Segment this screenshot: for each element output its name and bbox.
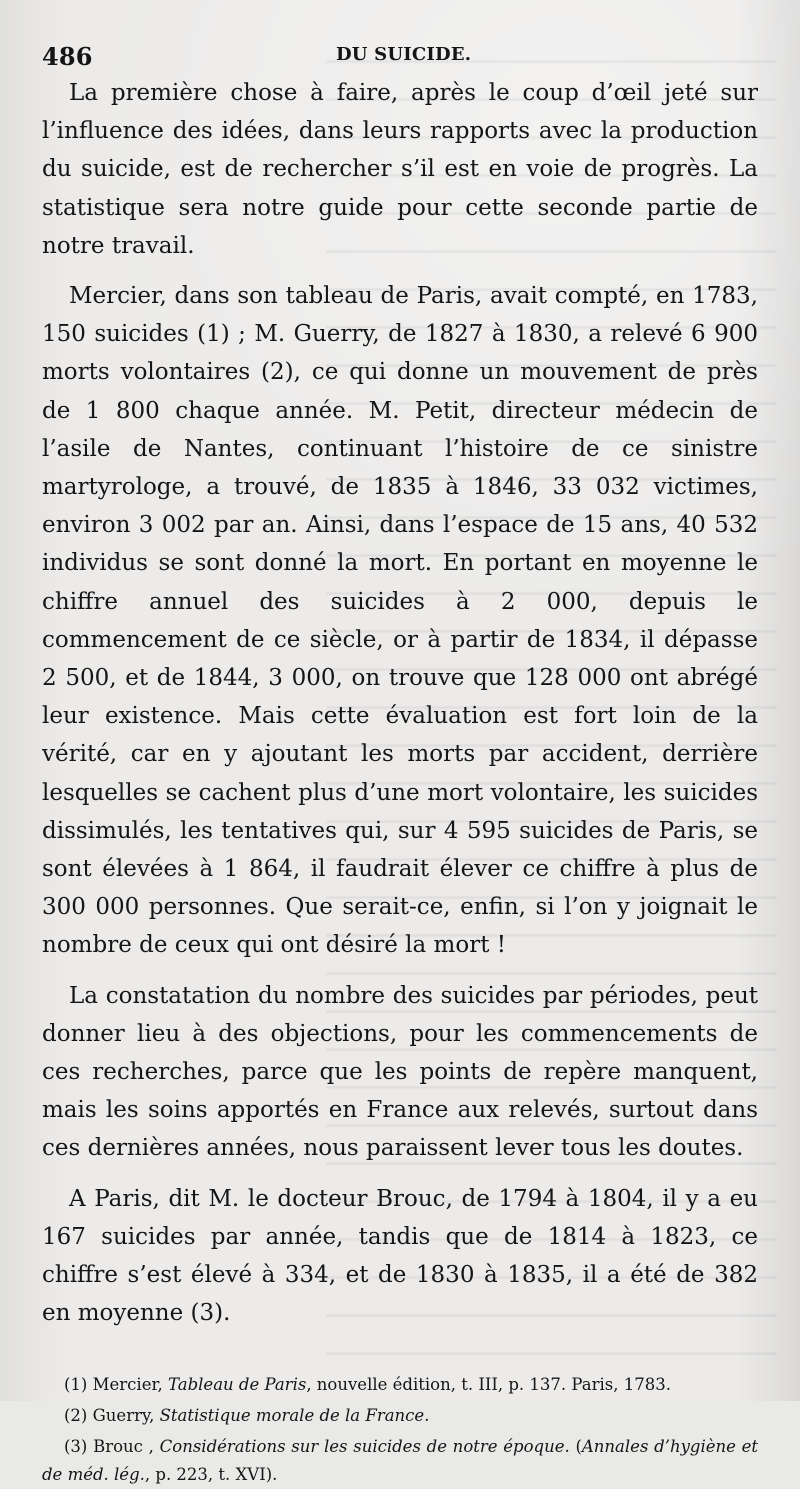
footnotes <box>42 1371 758 1489</box>
main-text <box>42 74 758 1333</box>
footnote-2 <box>42 1402 758 1430</box>
paragraph-2: Mercier, dans son tableau de Paris, avait compté, en 1783, 150 suicides (1) ; M. Guerry, de 1827 à 1830, a relevé 6 900 morts volontaires (2), ce qui donne un mouvement de près de 1 800 chaque année. M. Petit, directeur médecin de l’asile de Nantes, continuant l’histoire de ce sinistre martyrologe, a trouvé, de 1835 à 1846, 33 032 victimes, environ 3 002 par an. Ainsi, dans l’espace de 15 ans, 40 532 individus se sont donné la mort. En portant en moyenne le chiffre annuel des suicides à 2 000, depuis le commencement de ce siècle, or à partir de 1834, il dépasse 2 500, et de 1844, 3 000, on trouve que 128 000 ont abrégé leur existence. Mais cette évaluation est fort loin de la vérité, car en y ajoutant les morts par accident, derrière lesquelles se cachent plus d’une mort volontaire, les suicides dissimulés, les tentatives qui, sur 4 595 suicides de Paris, se sont élevées à 1 864, il faudrait élever ce chiffre à plus de 300 000 personnes. Que serait-ce, enfin, si l’on y joignait le nombre de ceux qui ont désiré la mort ! <box>42 283 758 959</box>
footnote-journal: Annales d’hygiène et de méd. lég. <box>42 1436 759 1484</box>
footnote-details: , nouvelle édition, t. III, p. 137. Paris, 1783. <box>306 1374 671 1394</box>
footnote-1 <box>42 1371 758 1399</box>
footnote-open-paren: ( <box>569 1436 582 1456</box>
footnote-author: Mercier, <box>92 1374 163 1394</box>
footnote-author: Brouc , <box>93 1436 154 1456</box>
footnote-marker: (2) <box>64 1405 88 1425</box>
page-number: 486 <box>42 42 93 71</box>
footnote-details: , p. 223, t. XVI). <box>144 1464 278 1484</box>
paragraph-1: La première chose à faire, après le coup d’œil jeté sur l’influence des idées, dans leurs rapports avec la production du suicide, est de rechercher s’il est en voie de progrès. La statistique sera notre guide pour cette seconde partie de notre travail. <box>42 80 758 259</box>
footnote-marker: (1) <box>64 1374 88 1394</box>
footnote-3 <box>42 1433 758 1489</box>
footnote-title: Considérations sur les suicides de notre époque. <box>159 1436 570 1456</box>
footnote-title: Tableau de Paris <box>168 1374 307 1394</box>
footnote-author: Guerry, <box>92 1405 155 1425</box>
running-title: DU SUICIDE. <box>336 44 472 65</box>
page-header <box>42 30 758 74</box>
footnote-marker: (3) <box>64 1436 88 1456</box>
paragraph-4: A Paris, dit M. le docteur Brouc, de 1794 à 1804, il y a eu 167 suicides par année, tandis que de 1814 à 1823, ce chiffre s’est élevé à 334, et de 1830 à 1835, il a été de 382 en moyenne (3). <box>42 1185 758 1327</box>
footnote-title: Statistique morale de la France. <box>159 1405 430 1425</box>
paragraph-3: La constatation du nombre des suicides par périodes, peut donner lieu à des objections, pour les commencements de ces recherches, parce que les points de repère manquent, mais les soins apportés en France aux relevés, surtout dans ces dernières années, nous paraissent lever tous les doutes. <box>42 982 758 1162</box>
